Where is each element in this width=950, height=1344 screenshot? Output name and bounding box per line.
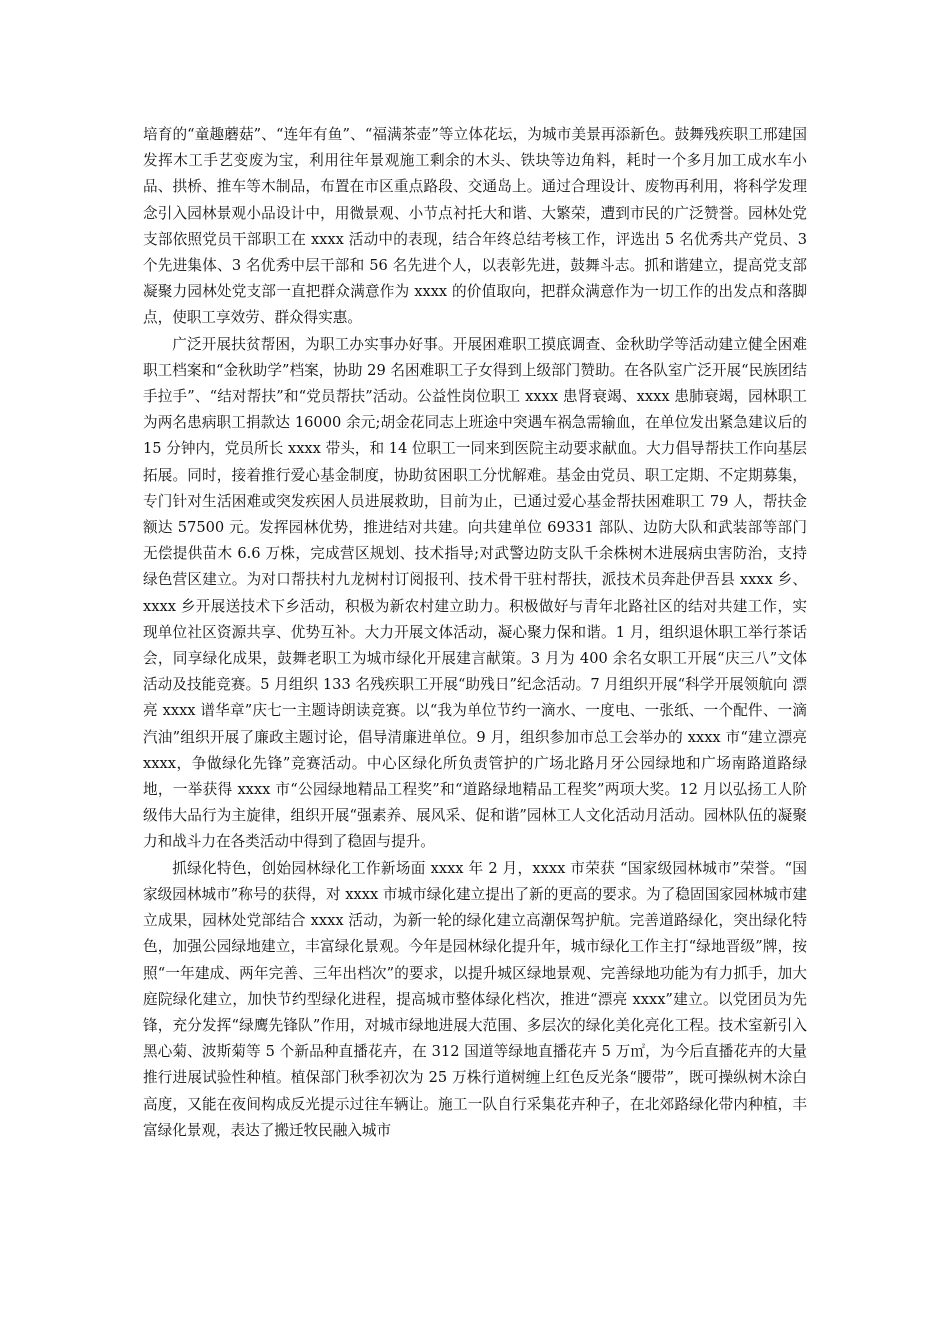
document-page [143, 122, 807, 1144]
paragraph-poverty-relief: 广泛开展扶贫帮困，为职工办实事办好事。开展困难职工摸底调查、金秋助学等活动建立健全困难职工档案和“金秋助学”档案，协助 29 名困难职工子女得到上级部门赞助。在各队室广泛开展“民族团结手拉手”、“结对帮扶”和“党员帮扶”活动。公益性岗位职工 xxxx 患肾衰竭、xxxx 患肺衰竭，园林职工为两名患病职工捐款达 16000 余元;胡金花同志上班途中突遇车祸急需输血，在单位发出紧急建议后的 15 分钟内，党员所长 xxxx 带头，和 14 位职工一同来到医院主动要求献血。大力倡导帮扶工作向基层拓展。同时，接着推行爱心基金制度，协助贫困职工分忧解难。基金由党员、职工定期、不定期募集，专门针对生活困难或突发疾困人员进展救助，目前为止，已通过爱心基金帮扶困难职工 79 人，帮扶金额达 57500 元。发挥园林优势，推进结对共建。向共建单位 69331 部队、边防大队和武装部等部门无偿提供苗木 6.6 万株，完成营区规划、技术指导;对武警边防支队千余株树木进展病虫害防治，支持绿色营区建立。为对口帮扶村九龙树村订阅报刊、技术骨干驻村帮扶，派技术员奔赴伊吾县 xxxx 乡、xxxx 乡开展送技术下乡活动，积极为新农村建立助力。积极做好与青年北路社区的结对共建工作，实现单位社区资源共享、优势互补。大力开展文体活动，凝心聚力保和谐。1 月，组织退休职工举行茶话会，同享绿化成果，鼓舞老职工为城市绿化开展建言献策。3 月为 400 余名女职工开展“庆三八”文体活动及技能竞赛。5 月组织 133 名残疾职工开展“助残日”纪念活动。7 月组织开展“科学开展领航向 漂亮 xxxx 谱华章”庆七一主题诗朗读竞赛。以“我为单位节约一滴水、一度电、一张纸、一个配件、一滴汽油”组织开展了廉政主题讨论，倡导清廉进单位。9 月，组织参加市总工会举办的 xxxx 市“建立漂亮 xxxx，争做绿化先锋”竞赛活动。中心区绿化所负责管护的广场北路月牙公园绿地和广场南路道路绿地，一举获得 xxxx 市“公园绿地精品工程奖”和“道路绿地精品工程奖”两项大奖。12 月以弘扬工人阶级伟大品行为主旋律，组织开展“强素养、展风采、促和谐”园林工人文化活动月活动。园林队伍的凝聚力和战斗力在各类活动中得到了稳固与提升。 [143, 335, 808, 851]
paragraph-greening-features: 抓绿化特色，创始园林绿化工作新场面 xxxx 年 2 月，xxxx 市荣获 “国家级园林城市”荣誉。“国家级园林城市”称号的获得，对 xxxx 市城市绿化建立提出了新的更高的要求。为了稳固国家园林城市建立成果，园林处党部结合 xxxx 活动，为新一轮的绿化建立高潮保驾护航。完善道路绿化，突出绿化特色，加强公园绿地建立，丰富绿化景观。今年是园林绿化提升年，城市绿化工作主打“绿地晋级”牌，按照“一年建成、两年完善、三年出档次”的要求，以提升城区绿地景观、完善绿地功能为有力抓手，加大庭院绿化建立，加快节约型绿化进程，提高城市整体绿化档次，推进“漂亮 xxxx”建立。以党团员为先锋，充分发挥“绿鹰先锋队”作用，对城市绿地进展大范围、多层次的绿化美化亮化工程。技术室新引入黑心菊、波斯菊等 5 个新品种直播花卉，在 312 国道等绿地直播花卉 5 万㎡，为今后直播花卉的大量推行进展试验性种植。植保部门秋季初次为 25 万株行道树缠上红色反光条“腰带”，既可操纵树木涂白高度，又能在夜间构成反光提示过往车辆让。施工一队自行采集花卉种子，在北郊路绿化带内种植，丰富绿化景观，表达了搬迁牧民融入城市 [143, 859, 807, 1139]
paragraph-greening-and-party-work: 培育的“童趣蘑菇”、“连年有鱼”、“福满茶壶”等立体花坛，为城市美景再添新色。鼓舞残疾职工邢建国发挥木工手艺变废为宝，利用往年景观施工剩余的木头、铁块等边角料，耗时一个多月加工成水车小品、拱桥、推车等木制品，布置在市区重点路段、交通岛上。通过合理设计、废物再利用，将科学发理念引入园林景观小品设计中，用微景观、小节点衬托大和谐、大繁荣，遭到市民的广泛赞誉。园林处党支部依照党员干部职工在 xxxx 活动中的表现，结合年终总结考核工作，评选出 5 名优秀共产党员、3 个先进集体、3 名优秀中层干部和 56 名先进个人，以表彰先进，鼓舞斗志。抓和谐建立，提高党支部凝聚力园林处党支部一直把群众满意作为 xxxx 的价值取向，把群众满意作为一切工作的出发点和落脚点，使职工享效劳、群众得实惠。 [143, 126, 808, 327]
